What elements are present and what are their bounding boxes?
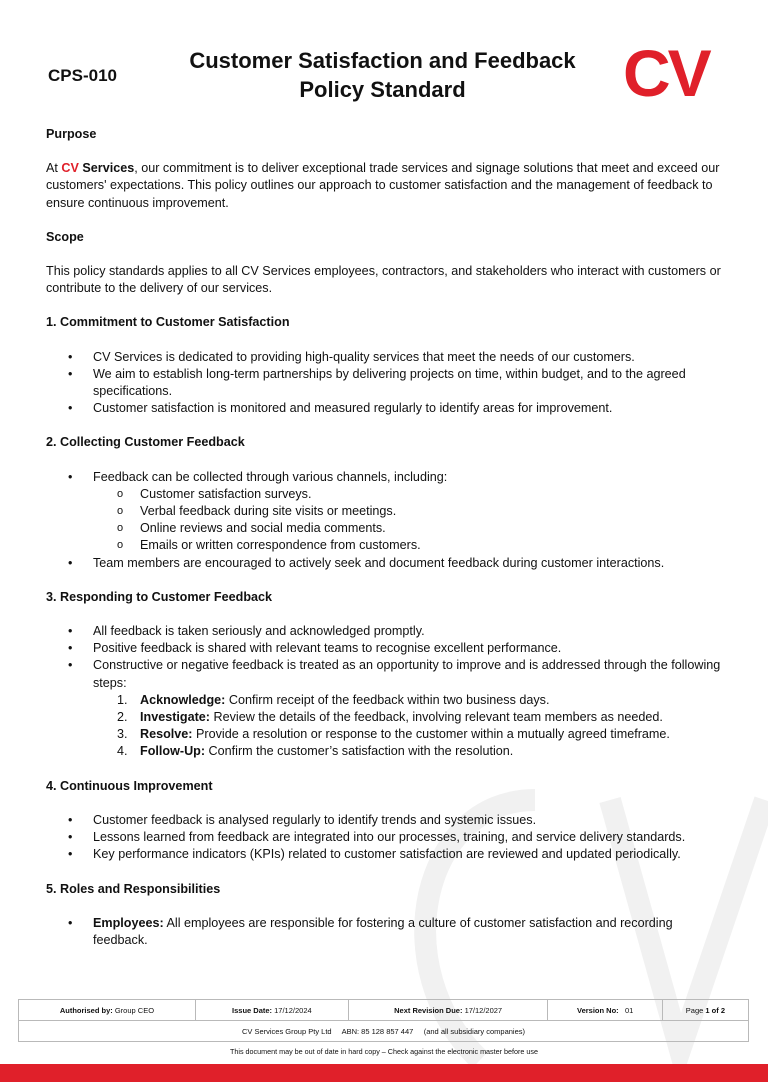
title-line-1: Customer Satisfaction and Feedback bbox=[189, 48, 576, 73]
section-5-heading: 5. Roles and Responsibilities bbox=[46, 881, 221, 896]
page-number: 1 bbox=[705, 1005, 710, 1015]
doc-code: CPS-010 bbox=[48, 66, 117, 85]
step-number: 2. bbox=[117, 710, 128, 725]
version-value: 01 bbox=[624, 1005, 634, 1015]
footer-red-bar bbox=[0, 1064, 768, 1082]
brand-services: Services bbox=[78, 161, 135, 176]
page-header bbox=[0, 0, 768, 120]
purpose-prefix: At bbox=[46, 161, 62, 176]
sub-list-item: o Emails or written correspondence from customers. bbox=[93, 537, 726, 554]
table-row bbox=[19, 1021, 749, 1042]
employees-label: Employees: bbox=[93, 915, 164, 930]
cv-logo: CV bbox=[623, 36, 709, 110]
page-prefix: Page bbox=[685, 1005, 706, 1015]
step-text: Confirm the customer’s satisfaction with the resolution. bbox=[205, 744, 514, 759]
step-text: Confirm receipt of the feedback within two business days. bbox=[225, 692, 550, 707]
steps-intro: Constructive or negative feedback is treated as an opportunity to improve and is addressed through the following steps: bbox=[93, 658, 721, 690]
scope-heading: Scope bbox=[46, 229, 84, 244]
section-1-heading: 1. Commitment to Customer Satisfaction bbox=[46, 315, 290, 330]
list-item: • Customer satisfaction is monitored and measured regularly to identify areas for improvement. bbox=[46, 400, 726, 417]
sub-list-item: o Customer satisfaction surveys. bbox=[93, 486, 726, 503]
page-total: of 2 bbox=[709, 1005, 725, 1015]
issue-label: Issue Date: bbox=[232, 1005, 273, 1015]
authorised-label: Authorised by: bbox=[59, 1005, 113, 1015]
revision-label: Next Revision Due: bbox=[394, 1005, 463, 1015]
page-number-cell bbox=[662, 1000, 748, 1021]
section-5-list bbox=[46, 915, 726, 949]
revision-value: 17/12/2027 bbox=[462, 1005, 503, 1015]
list-item: • Customer feedback is analysed regularly to identify trends and systemic issues. bbox=[46, 812, 726, 829]
purpose-text bbox=[46, 160, 726, 212]
list-item: • Lessons learned from feedback are integrated into our processes, training, and service delivery standards. bbox=[46, 829, 726, 846]
purpose-heading: Purpose bbox=[46, 127, 97, 141]
step-label: Investigate: bbox=[140, 710, 210, 725]
step-text: Provide a resolution or response to the customer within a mutually agreed timeframe. bbox=[192, 727, 670, 742]
step-item bbox=[93, 743, 726, 760]
list-item bbox=[46, 657, 726, 760]
step-number: 4. bbox=[117, 744, 128, 759]
step-number: 3. bbox=[117, 727, 128, 742]
document-control-table bbox=[18, 999, 749, 1042]
step-number: 1. bbox=[117, 692, 128, 707]
table-row bbox=[19, 1000, 749, 1021]
version-label: Version No: bbox=[576, 1005, 619, 1015]
section-2-heading: 2. Collecting Customer Feedback bbox=[46, 435, 245, 450]
section-4-heading: 4. Continuous Improvement bbox=[46, 778, 213, 793]
list-item: • All feedback is taken seriously and acknowledged promptly. bbox=[46, 623, 726, 640]
list-item: • Key performance indicators (KPIs) related to customer satisfaction are reviewed and updated periodically. bbox=[46, 846, 726, 863]
step-item bbox=[93, 709, 726, 726]
company-info: CV Services Group Pty Ltd ABN: 85 128 857 447 (and all subsidiary companies) bbox=[19, 1021, 749, 1042]
sub-list-item: o Verbal feedback during site visits or meetings. bbox=[93, 503, 726, 520]
employees-text: All employees are responsible for fostering a culture of customer satisfaction and recording feedback. bbox=[93, 915, 673, 947]
channels-intro: Feedback can be collected through various channels, including: bbox=[93, 469, 448, 484]
step-label: Acknowledge: bbox=[140, 692, 226, 707]
list-item: • Team members are encouraged to actively seek and document feedback during customer interactions. bbox=[46, 555, 726, 572]
revision-cell bbox=[348, 1000, 548, 1021]
page-title bbox=[170, 46, 595, 104]
list-item: • CV Services is dedicated to providing high-quality services that meet the needs of our customers. bbox=[46, 349, 726, 366]
authorised-value: Group CEO bbox=[112, 1005, 155, 1015]
issue-date-cell bbox=[195, 1000, 348, 1021]
list-item bbox=[46, 469, 726, 555]
brand-cv: CV bbox=[61, 161, 79, 176]
disclaimer: This document may be out of date in hard copy – Check against the electronic master before use bbox=[229, 1047, 539, 1056]
section-2-list bbox=[46, 469, 726, 572]
authorised-cell bbox=[19, 1000, 196, 1021]
step-text: Review the details of the feedback, involving relevant team members as needed. bbox=[210, 710, 663, 725]
step-item bbox=[93, 726, 726, 743]
step-label: Follow-Up: bbox=[140, 744, 206, 759]
section-3-list bbox=[46, 623, 726, 761]
version-cell bbox=[548, 1000, 662, 1021]
channels-list bbox=[93, 486, 726, 555]
step-label: Resolve: bbox=[140, 727, 193, 742]
document-body bbox=[46, 126, 726, 966]
scope-text: This policy standards applies to all CV Services employees, contractors, and stakeholders who interact with customers or contribute to the delivery of our services. bbox=[46, 264, 721, 296]
section-3-heading: 3. Responding to Customer Feedback bbox=[46, 589, 273, 604]
list-item: • Positive feedback is shared with relevant teams to recognise excellent performance. bbox=[46, 640, 726, 657]
response-steps bbox=[93, 692, 726, 761]
purpose-rest: , our commitment is to deliver exceptional trade services and signage solutions that meet and exceed our customers' expectations. This policy outlines our approach to customer satisfaction and the management of feedback to ensure continuous improvement. bbox=[46, 161, 720, 210]
list-item bbox=[46, 915, 726, 949]
list-item: • We aim to establish long-term partnerships by delivering projects on time, within budget, and to the agreed specifications. bbox=[46, 366, 726, 400]
step-item bbox=[93, 692, 726, 709]
issue-value: 17/12/2024 bbox=[272, 1005, 312, 1015]
title-line-2: Policy Standard bbox=[299, 77, 466, 102]
section-1-list bbox=[46, 349, 726, 418]
section-4-list bbox=[46, 812, 726, 864]
sub-list-item: o Online reviews and social media comments. bbox=[93, 520, 726, 537]
